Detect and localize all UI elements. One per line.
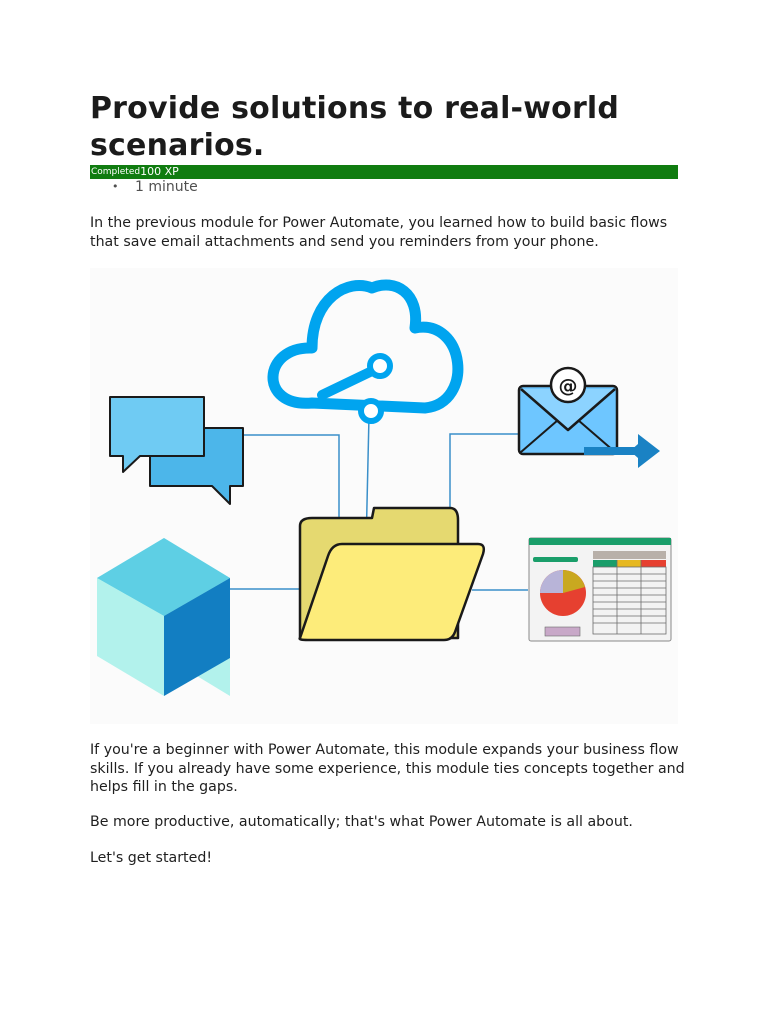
progress-status: Completed <box>91 167 141 177</box>
progress-bar <box>90 165 678 179</box>
intro-paragraph: In the previous module for Power Automate, you learned how to build basic flows that save email attachments and send you reminders from your phone. <box>90 215 668 250</box>
duration-item <box>90 178 198 196</box>
xp-value: 100 XP <box>140 165 179 178</box>
cloud-flow-icon <box>273 285 458 421</box>
bullet-icon: • <box>112 180 119 193</box>
email-envelope-icon <box>519 368 617 454</box>
folder-icon <box>300 508 484 640</box>
body-paragraph-2: Be more productive, automatically; that's what Power Automate is all about. <box>90 814 633 830</box>
body-paragraph-1: If you're a beginner with Power Automate, this module expands your business flow skills. If you already have some experience, this module ties concepts together and helps fill in the gaps. <box>90 742 685 795</box>
svg-text:@: @ <box>558 375 578 397</box>
chat-bubbles-icon <box>110 397 243 504</box>
spreadsheet-icon <box>529 538 671 641</box>
automation-illustration <box>90 268 678 724</box>
page-title: Provide solutions to real-world scenarios. <box>90 91 620 163</box>
duration-text: 1 minute <box>135 179 198 195</box>
cube-icon <box>97 538 230 696</box>
body-paragraph-3: Let's get started! <box>90 850 213 866</box>
module-meta-list <box>90 178 198 196</box>
